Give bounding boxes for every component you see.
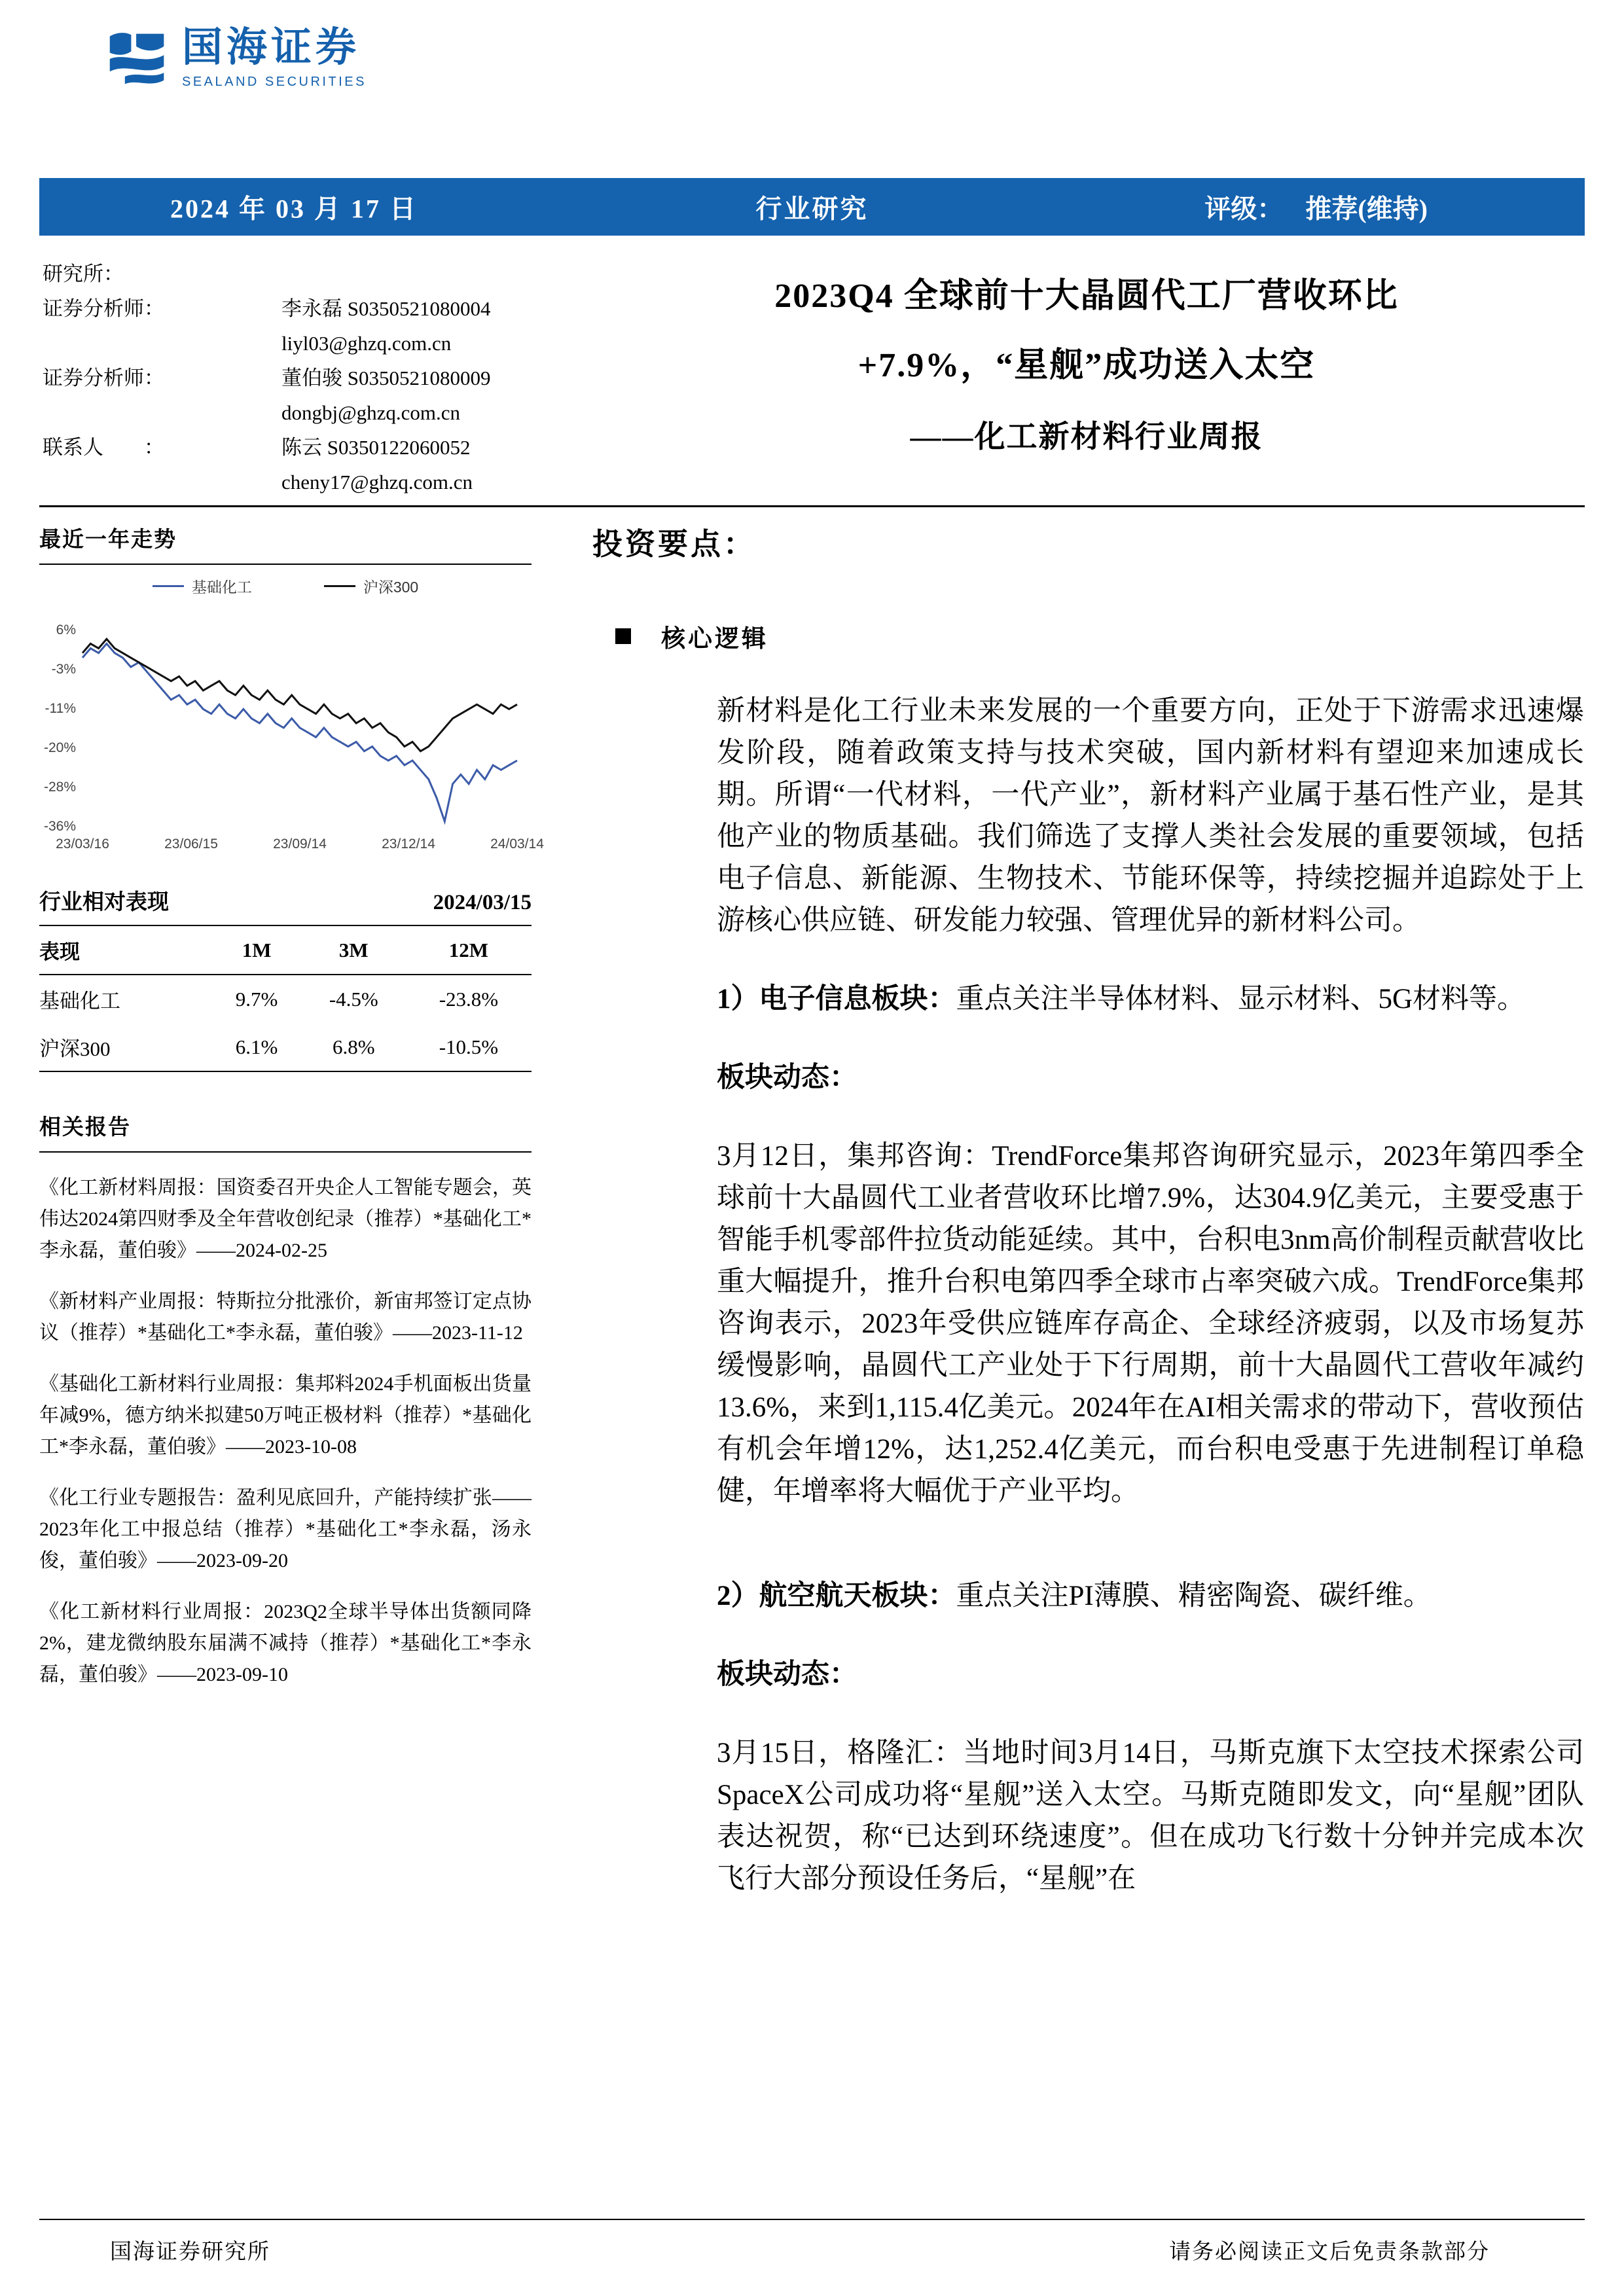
- performance-header-row: [39, 926, 532, 975]
- svg-text:23/12/14: 23/12/14: [382, 836, 435, 852]
- footer-disclaimer: 请务必阅读正文后免责条款部分: [1169, 2240, 1490, 2264]
- sector-2-dynamics-label: 板块动态：: [717, 1659, 857, 1690]
- analyst-name-sac: 董伯骏 S0350521080009: [281, 367, 491, 389]
- svg-text:6%: 6%: [56, 622, 76, 637]
- perf-cell: 基础化工: [39, 990, 120, 1013]
- main-content: [592, 520, 1584, 1900]
- legend-label: 基础化工: [191, 579, 252, 596]
- title-line-2: +7.9%，“星舰”成功送入太空: [857, 347, 1316, 384]
- header-banner: [39, 178, 1585, 236]
- perf-header-cell: 表现: [39, 941, 80, 963]
- chart-legend: [39, 575, 532, 597]
- report-date: 2024 年 03 月 17 日: [170, 194, 418, 224]
- analyst-info: [43, 257, 573, 499]
- report-category: 行业研究: [755, 194, 869, 224]
- sector-1-text: 重点关注半导体材料、显示材料、5G材料等。: [956, 984, 1526, 1014]
- perf-cell: 6.1%: [235, 1035, 278, 1058]
- core-logic-label: 核心逻辑: [661, 626, 768, 653]
- performance-title: 行业相对表现: [39, 891, 169, 914]
- brand-text: [182, 27, 367, 90]
- performance-date: 2024/03/15: [433, 891, 532, 914]
- sector-2-text: 重点关注PI薄膜、精密陶瓷、碳纤维。: [956, 1581, 1432, 1611]
- trend-section-title: 最近一年走势: [39, 522, 532, 565]
- title-subtitle: ——化工新材料行业周报: [910, 420, 1263, 454]
- svg-text:-3%: -3%: [51, 662, 76, 677]
- svg-text:24/03/14: 24/03/14: [490, 836, 544, 852]
- perf-cell: -10.5%: [439, 1035, 499, 1058]
- related-reports-title: 相关报告: [39, 1110, 532, 1153]
- perf-header-cell: 1M: [242, 938, 272, 961]
- perf-cell: 9.7%: [235, 987, 278, 1011]
- analyst-role-label: 证券分析师：: [43, 297, 164, 320]
- sector-1-line: [717, 978, 1584, 1020]
- performance-section: [39, 885, 532, 1072]
- legend-line-icon: [153, 585, 184, 587]
- related-report-item: 《基础化工新材料行业周报：集邦料2024手机面板出货量年减9%，德方纳米拟建50万吨正极材料（推荐）*基础化工*李永磊，董伯骏》——2023-10-08: [39, 1373, 532, 1458]
- perf-header-cell: 3M: [338, 938, 369, 961]
- header-divider: [39, 505, 1585, 507]
- contact-role-label: 联系人 ：: [43, 436, 164, 459]
- analyst-email: liyl03@ghzq.com.cn: [281, 332, 452, 355]
- analyst-name-sac: 李永磊 S0350521080004: [281, 297, 491, 320]
- contact-email: cheny17@ghzq.com.cn: [281, 471, 473, 493]
- square-bullet-icon: [615, 628, 631, 644]
- perf-cell: 沪深300: [39, 1037, 111, 1060]
- performance-row: [39, 1023, 532, 1071]
- perf-cell: -23.8%: [439, 987, 499, 1011]
- spacer: [43, 395, 281, 430]
- footer-institute: 国海证券研究所: [110, 2240, 270, 2264]
- legend-item-jichuhuagong: [153, 575, 252, 597]
- perf-header-cell: 12M: [448, 938, 489, 961]
- rating-label: 评级：: [1204, 194, 1284, 224]
- perf-cell: -4.5%: [329, 987, 378, 1011]
- sector-2-label: 2）航空航天板块：: [717, 1581, 956, 1611]
- related-report-item: 《化工行业专题报告：盈利见底回升，产能持续扩张——2023年化工中报总结（推荐）*基础化工*李永磊，汤永俊，董伯骏》——2023-09-20: [39, 1487, 532, 1571]
- trend-chart-svg: [39, 600, 544, 856]
- perf-cell: 6.8%: [333, 1035, 375, 1058]
- performance-table: [39, 926, 532, 1072]
- investment-highlights-heading: 投资要点：: [592, 528, 756, 561]
- footer-divider: [39, 2219, 1585, 2220]
- sidebar: [39, 522, 544, 1691]
- sealand-logo-icon: [106, 29, 169, 88]
- performance-row: [39, 975, 532, 1023]
- sector-1-dynamics-label: 板块动态：: [717, 1062, 857, 1093]
- svg-text:23/03/16: 23/03/16: [56, 836, 109, 852]
- report-title: [589, 262, 1584, 470]
- spacer: [43, 326, 281, 361]
- institute-label: 研究所：: [43, 262, 124, 285]
- contact-name-sac: 陈云 S0350122060052: [281, 436, 471, 459]
- brand-name-cn: 国海证券: [182, 26, 361, 70]
- brand-name-en: SEALAND SECURITIES: [182, 75, 367, 89]
- legend-line-icon: [324, 585, 355, 587]
- sector-2-dynamics-text: 3月15日，格隆汇：当地时间3月14日，马斯克旗下太空技术探索公司SpaceX公司成功将“星舰”送入太空。马斯克随即发文，向“星舰”团队表达祝贺，称“已达到环绕速度”。但在成功飞行数十分钟并完成本次飞行大部分预设任务后，“星舰”在: [717, 1738, 1584, 1894]
- related-report-item: 《新材料产业周报：特斯拉分批涨价，新宙邦签订定点协议（推荐）*基础化工*李永磊，董伯骏》——2023-11-12: [39, 1291, 532, 1344]
- core-logic-heading: [615, 619, 1584, 654]
- analyst-role-label: 证券分析师：: [43, 367, 164, 389]
- svg-text:-20%: -20%: [43, 740, 76, 755]
- rating-value: 推荐(维持): [1305, 194, 1428, 224]
- rating: [1204, 188, 1428, 226]
- svg-text:-28%: -28%: [43, 780, 76, 795]
- brand-logo: [106, 27, 367, 90]
- core-logic-paragraph: 新材料是化工行业未来发展的一个重要方向，正处于下游需求迅速爆发阶段，随着政策支持与技术突破，国内新材料有望迎来加速成长期。所谓“一代材料，一代产业”，新材料产业属于基石性产业，是其他产业的物质基础。我们筛选了支撑人类社会发展的重要领域，包括电子信息、新能源、生物技术、节能环保等，持续挖掘并追踪处于上游核心供应链、研发能力较强、管理优异的新材料公司。: [717, 696, 1584, 936]
- related-report-item: 《化工新材料行业周报：2023Q2全球半导体出货额同降2%，建龙微纳股东届满不减持（推荐）*基础化工*李永磊，董伯骏》——2023-09-10: [39, 1601, 532, 1685]
- svg-text:23/09/14: 23/09/14: [273, 836, 327, 852]
- svg-text:23/06/15: 23/06/15: [164, 836, 218, 852]
- trend-chart: [39, 575, 544, 856]
- sector-1-dynamics-text: 3月12日，集邦咨询：TrendForce集邦咨询研究显示，2023年第四季全球前十大晶圆代工业者营收环比增7.9%，达304.9亿美元，主要受惠于智能手机零部件拉货动能延续。其中，台积电3nm高价制程贡献营收比重大幅提升，推升台积电第四季全球市占率突破六成。TrendForce集邦咨询表示，2023年受供应链库存高企、全球经济疲弱，以及市场复苏缓慢影响，晶圆代工产业处于下行周期，前十大晶圆代工营收年减约13.6%，来到1,115.4亿美元。2024年在AI相关需求的带动下，营收预估有机会年增12%，达1,252.4亿美元，而台积电受惠于先进制程订单稳健，年增率将大幅优于产业平均。: [717, 1141, 1584, 1507]
- related-reports-section: [39, 1110, 532, 1691]
- performance-title-row: [39, 885, 532, 926]
- sector-1-label: 1）电子信息板块：: [717, 984, 956, 1014]
- sector-2-line: [717, 1575, 1584, 1617]
- legend-label: 沪深300: [363, 579, 419, 596]
- spacer: [43, 465, 281, 499]
- related-report-item: 《化工新材料周报：国资委召开央企人工智能专题会，英伟达2024第四财季及全年营收创纪录（推荐）*基础化工*李永磊，董伯骏》——2024-02-25: [39, 1177, 532, 1261]
- svg-text:-11%: -11%: [45, 701, 76, 716]
- analyst-email: dongbj@ghzq.com.cn: [281, 401, 461, 424]
- legend-item-hushen300: [324, 575, 418, 597]
- svg-text:-36%: -36%: [43, 819, 76, 834]
- title-line-1: 2023Q4 全球前十大晶圆代工厂营收环比: [774, 278, 1399, 315]
